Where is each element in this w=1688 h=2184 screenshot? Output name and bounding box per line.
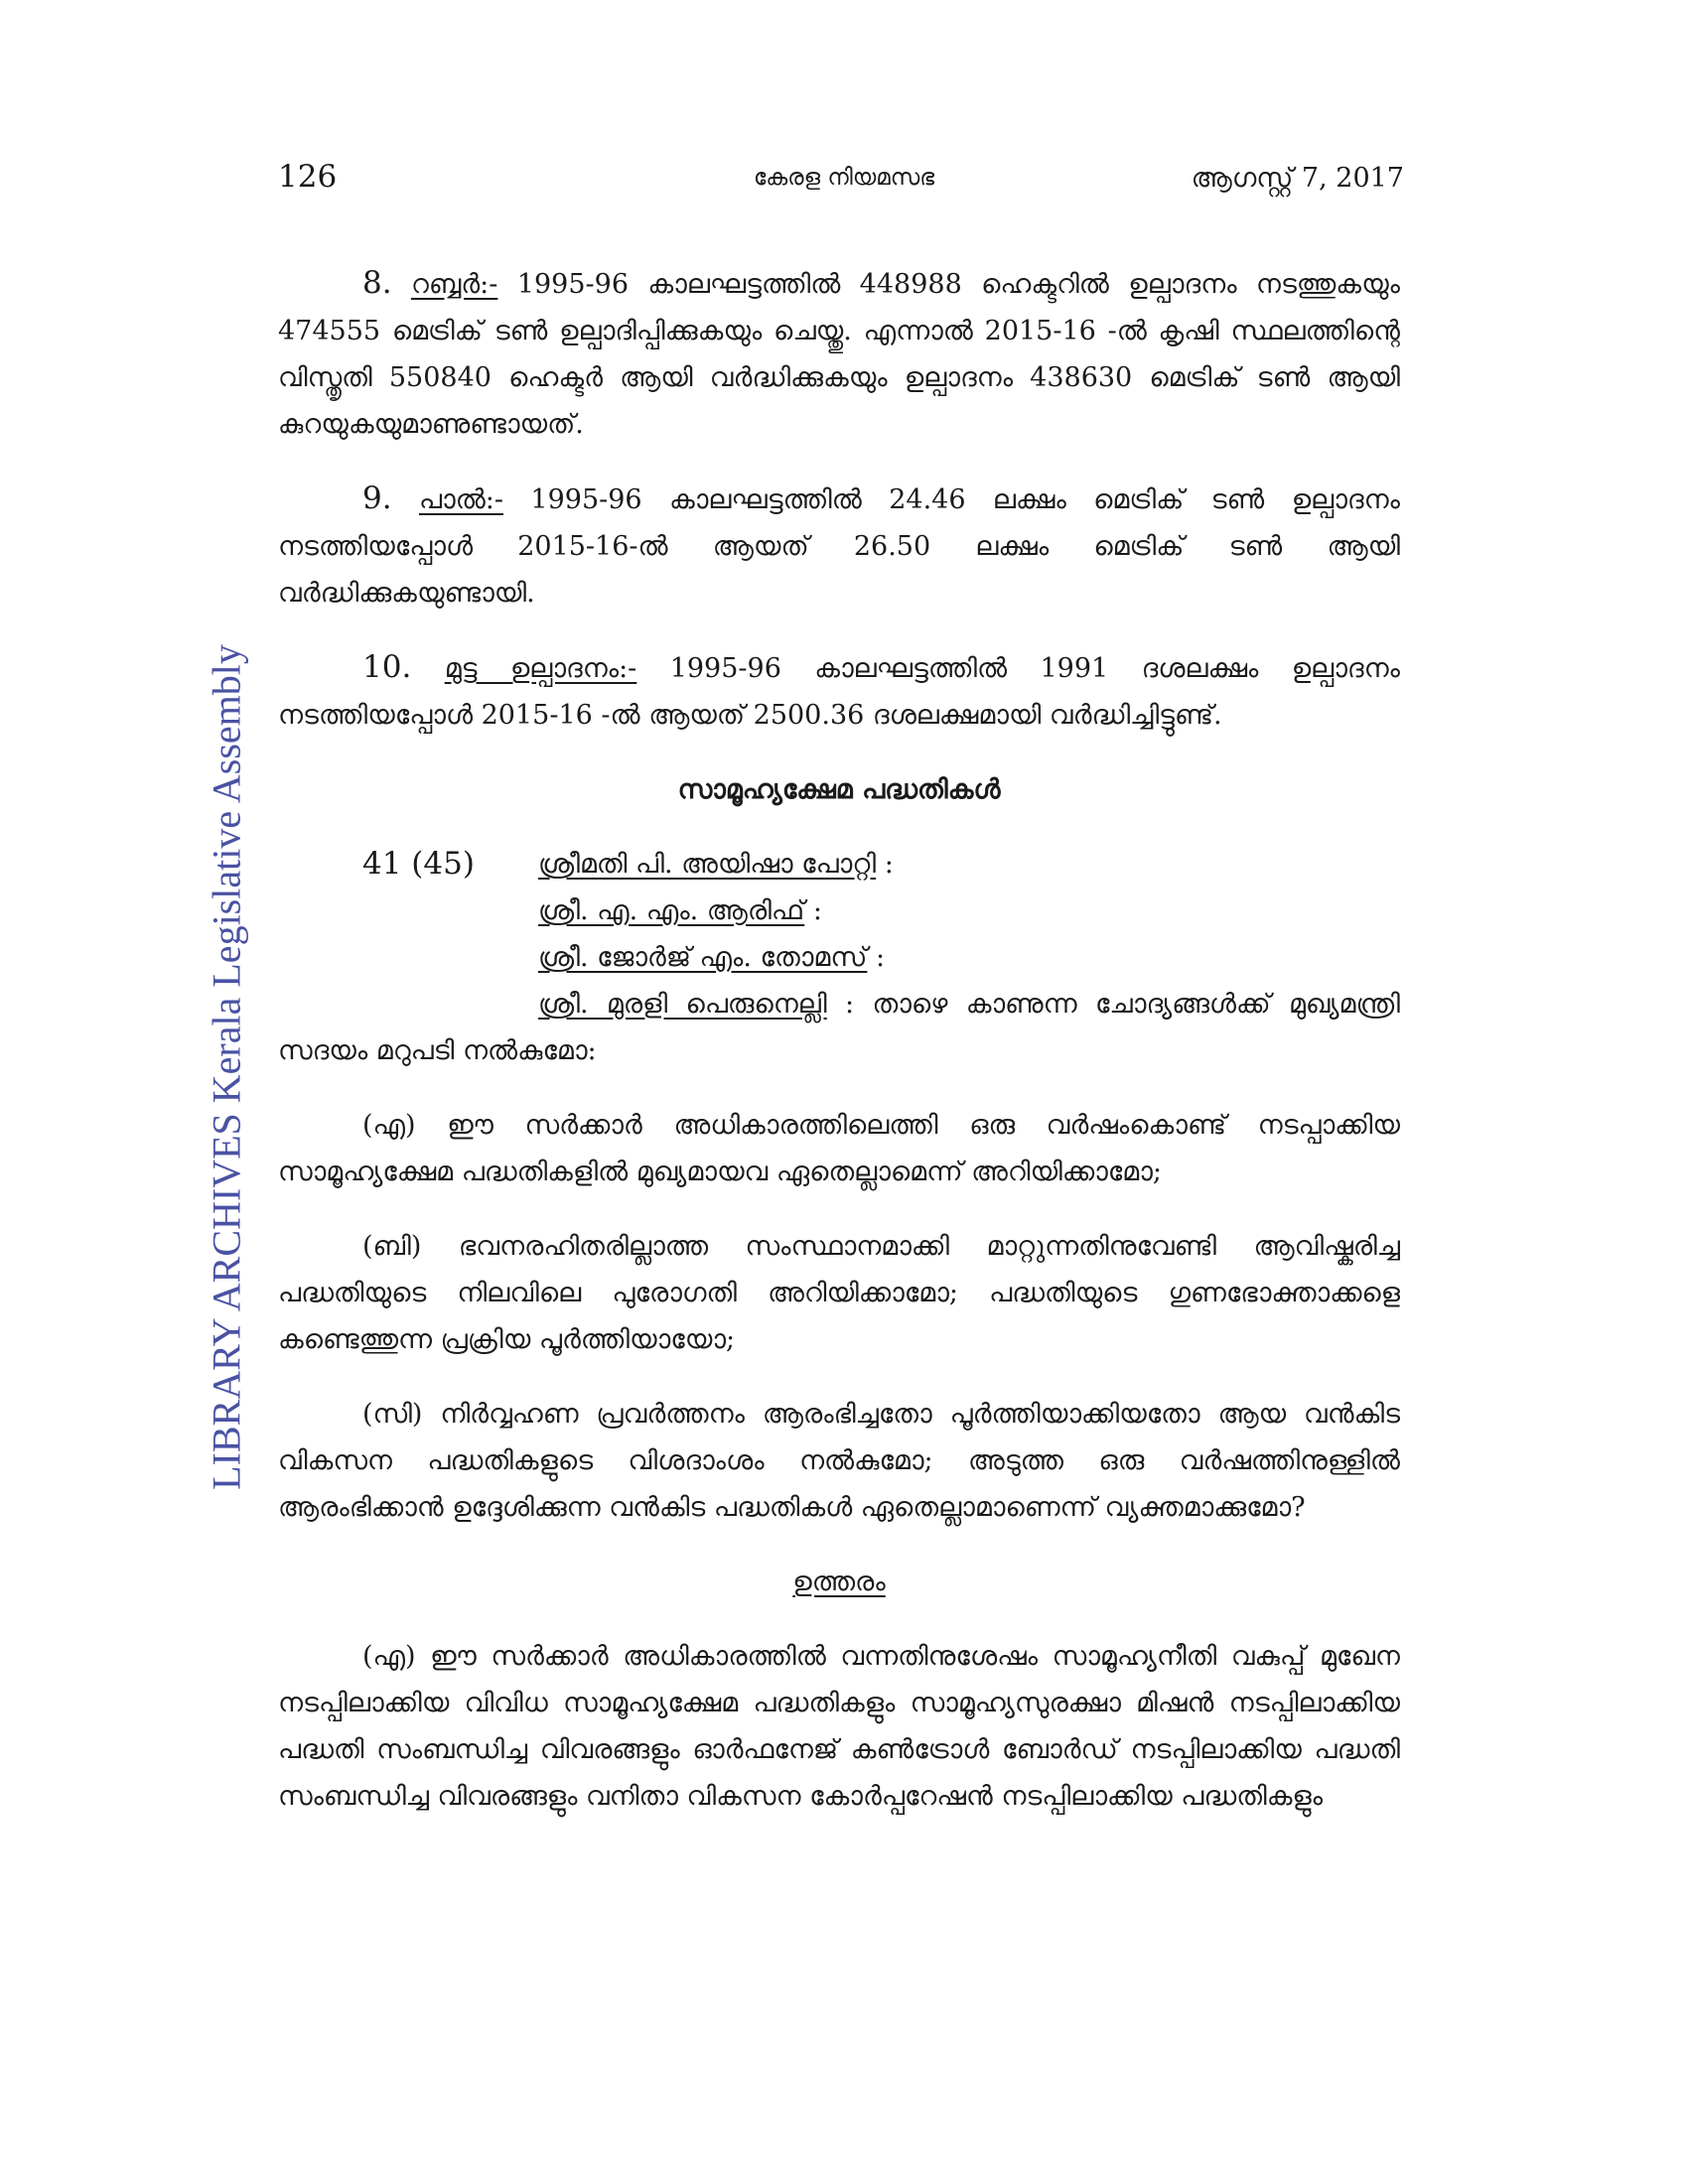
question-member: ശ്രീ. ജോർജ് എം. തോമസ് : xyxy=(538,942,886,973)
question-part-c: (സി) നിർവ്വഹണ പ്രവർത്തനം ആരംഭിച്ചതോ പൂർത്തിയാക്കിയതോ ആയ വൻകിട വികസന പദ്ധതികളുടെ വിശദാംശം നൽകുമോ; അടുത്ത ഒരു വർഷത്തിനുള്ളിൽ ആരംഭിക്കാൻ ഉദ്ദേശിക്കുന്ന വൻകിട പദ്ധതികൾ ഏതെല്ലാമാണെന്ന് വ്യക്തമാക്കുമോ? xyxy=(278,1399,1400,1523)
item-number: 10. xyxy=(362,649,412,685)
item-text: 1995-96 കാലഘട്ടത്തിൽ 1991 ദശലക്ഷം ഉല്പാദനം നടത്തിയപ്പോൾ 2015-16 -ൽ ആയത് 2500.36 ദശലക്ഷമായി വർദ്ധിച്ചിട്ടുണ്ട്. xyxy=(278,653,1400,731)
question-member: ശ്രീമതി പി. അയിഷാ പോറ്റി : xyxy=(538,849,894,880)
section-heading: സാമൂഹ്യക്ഷേമ പദ്ധതികൾ xyxy=(677,774,1001,805)
answer-heading-text: ഉത്തരം xyxy=(792,1567,886,1597)
answer-heading xyxy=(278,1559,1400,1605)
item-label: റബ്ബർ:- xyxy=(410,269,498,300)
question-part-b: (ബി) ഭവനരഹിതരില്ലാത്ത സംസ്ഥാനമാക്കി മാറ്റുന്നതിനുവേണ്ടി ആവിഷ്കരിച്ച പദ്ധതിയുടെ നിലവിലെ പുരോഗതി അറിയിക്കാമോ; പദ്ധതിയുടെ ഗുണഭോക്താക്കളെ കണ്ടെത്തുന്ന പ്രക്രിയ പൂർത്തിയായോ; xyxy=(278,1231,1400,1355)
running-title: കേരള നിയമസഭ xyxy=(753,165,935,191)
member-name: ശ്രീ. എ. എം. ആരിഫ് xyxy=(538,895,805,926)
item-number: 9. xyxy=(362,480,392,516)
item-text: 1995-96 കാലഘട്ടത്തിൽ 24.46 ലക്ഷം മെട്രിക് ടൺ ഉല്പാദനം നടത്തിയപ്പോൾ 2015-16-ൽ ആയത് 26.50 ലക്ഷം മെട്രിക് ടൺ ആയി വർദ്ധിക്കുകയുണ്ടായി. xyxy=(278,484,1400,609)
page-content xyxy=(278,260,1400,1847)
member-name: ശ്രീമതി പി. അയിഷാ പോറ്റി xyxy=(538,849,877,880)
question-part-a: (എ) ഈ സർക്കാർ അധികാരത്തിലെത്തി ഒരു വർഷംകൊണ്ട് നടപ്പാക്കിയ സാമൂഹ്യക്ഷേമ പദ്ധതികളിൽ മുഖ്യമായവ ഏതെല്ലാമെന്ന് അറിയിക്കാമോ; xyxy=(278,1110,1400,1187)
question-intro xyxy=(278,981,1400,1074)
question-intro-text: : താഴെ കാണുന്ന ചോദ്യങ്ങൾക്ക് മുഖ്യമന്ത്രി സദയം മറുപടി നൽകുമോ: xyxy=(278,989,1400,1066)
question-number: 41 (45) xyxy=(362,846,475,882)
item-text: 1995-96 കാലഘട്ടത്തിൽ 448988 ഹെക്ടറിൽ ഉല്പാദനം നടത്തുകയും 474555 മെട്രിക് ടൺ ഉല്പാദിപ്പിക്കുകയും ചെയ്തു. എന്നാൽ 2015-16 -ൽ കൃഷി സ്ഥലത്തിന്റെ വിസ്തൃതി 550840 ഹെക്ടർ ആയി വർദ്ധിക്കുകയും ഉല്പാദനം 438630 മെട്രിക് ടൺ ആയി കുറയുകയുമാണുണ്ടായത്. xyxy=(278,269,1400,440)
member-name: ശ്രീ. ജോർജ് എം. തോമസ് xyxy=(538,942,868,973)
archive-watermark-text: LIBRARY ARCHIVES Kerala Legislative Assembly xyxy=(204,644,249,1490)
page-number: 126 xyxy=(278,159,338,195)
page-date: ആഗസ്റ്റ് 7, 2017 xyxy=(1191,163,1404,194)
member-name: ശ്രീ. മുരളി പെരുനെല്ലി xyxy=(538,989,827,1020)
item-rubber xyxy=(278,260,1400,448)
answer-text: (എ) ഈ സർക്കാർ അധികാരത്തിൽ വന്നതിനുശേഷം സാമൂഹ്യനീതി വകുപ്പ് മുഖേന നടപ്പിലാക്കിയ വിവിധ സാമൂഹ്യക്ഷേമ പദ്ധതികളും സാമൂഹ്യസുരക്ഷാ മിഷൻ നടപ്പിലാക്കിയ പദ്ധതി സംബന്ധിച്ച വിവരങ്ങളും ഓർഫനേജ് കൺട്രോൾ ബോർഡ് നടപ്പിലാക്കിയ പദ്ധതി സംബന്ധിച്ച വിവരങ്ങളും വനിതാ വികസന കോർപ്പറേഷൻ നടപ്പിലാക്കിയ പദ്ധതികളും xyxy=(278,1641,1400,1812)
item-number: 8. xyxy=(362,265,392,301)
question-block xyxy=(278,841,1400,1074)
item-egg xyxy=(278,644,1400,739)
question-member: ശ്രീ. എ. എം. ആരിഫ് : xyxy=(538,895,822,926)
item-milk xyxy=(278,476,1400,616)
item-label: പാൽ:- xyxy=(418,484,504,515)
item-label: മുട്ട ഉല്പാദനം:- xyxy=(444,653,637,684)
